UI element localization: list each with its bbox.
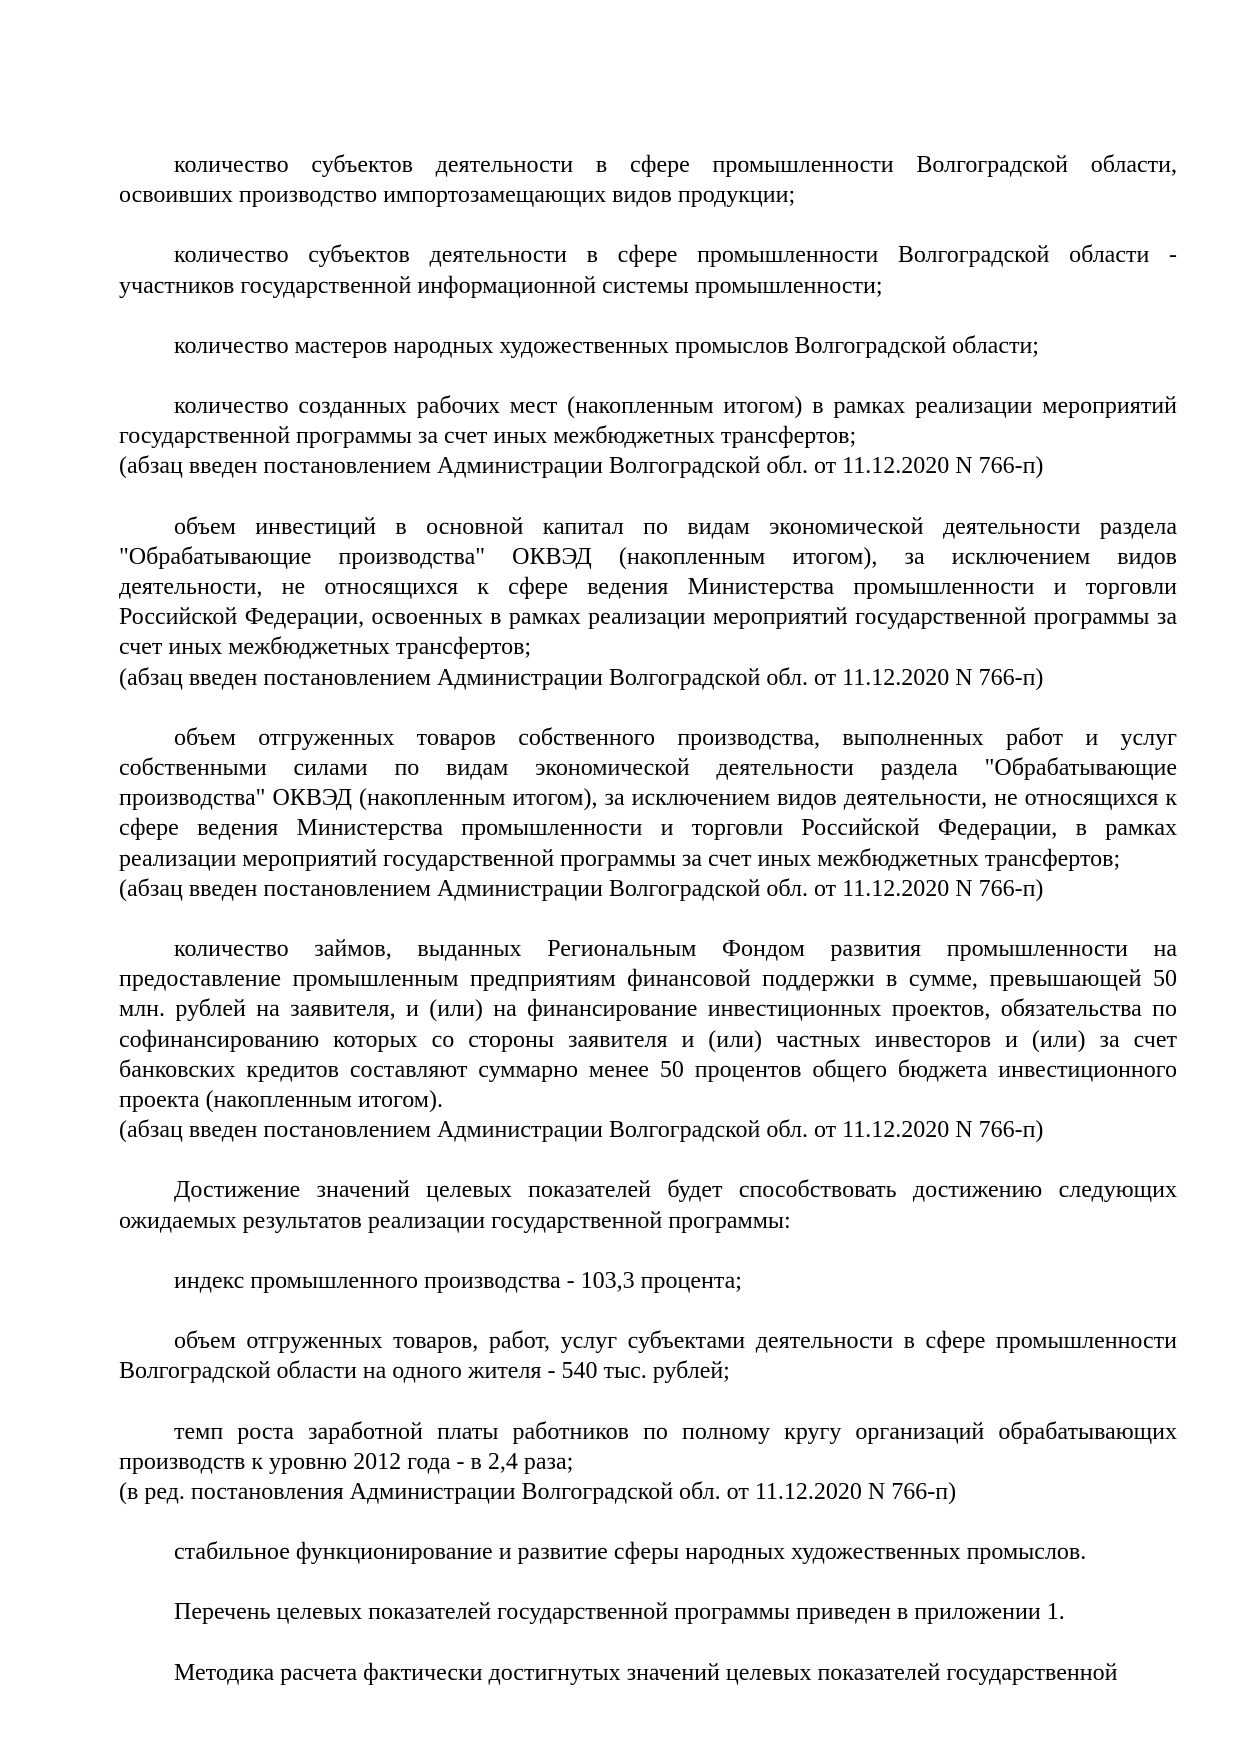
paragraph-text: количество созданных рабочих мест (накопленным итогом) в рамках реализации мероприятий государственной программы за счет иных межбюджетных трансфертов; — [119, 393, 1177, 450]
paragraph-7 — [119, 934, 1177, 1145]
paragraph-11 — [119, 1417, 1177, 1508]
paragraph-text: количество субъектов деятельности в сфере промышленности Волгоградской области - участников государственной информационной системы промышленности; — [119, 242, 1177, 299]
paragraph-text: темп роста заработной платы работников по полному кругу организаций обрабатывающих производств к уровню 2012 года - в 2,4 раза; — [119, 1418, 1177, 1475]
paragraph-4 — [119, 391, 1177, 482]
paragraph-text: Перечень целевых показателей государственной программы приведен в приложении 1. — [174, 1599, 1065, 1626]
paragraph-6 — [119, 723, 1177, 904]
paragraph-2 — [119, 240, 1177, 300]
paragraph-text: количество мастеров народных художественных промыслов Волгоградской области; — [174, 332, 1039, 359]
amendment-note: (абзац введен постановлением Администрации Волгоградской обл. от 11.12.2020 N 766-п) — [119, 875, 1044, 902]
paragraph-14 — [119, 1658, 1177, 1688]
amendment-note: (в ред. постановления Администрации Волгоградской обл. от 11.12.2020 N 766-п) — [119, 1478, 957, 1505]
paragraph-1 — [119, 150, 1177, 210]
amendment-note: (абзац введен постановлением Администрации Волгоградской обл. от 11.12.2020 N 766-п) — [119, 664, 1044, 691]
paragraph-9 — [119, 1266, 1177, 1296]
paragraph-text: Методика расчета фактически достигнутых значений целевых показателей государственной — [174, 1659, 1118, 1686]
paragraph-8 — [119, 1175, 1177, 1235]
paragraph-text: Достижение значений целевых показателей будет способствовать достижению следующих ожидаемых результатов реализации государственной программы: — [119, 1177, 1177, 1234]
paragraph-5 — [119, 512, 1177, 693]
paragraph-text: стабильное функционирование и развитие сферы народных художественных промыслов. — [174, 1539, 1087, 1566]
paragraph-10 — [119, 1326, 1177, 1386]
amendment-note: (абзац введен постановлением Администрации Волгоградской обл. от 11.12.2020 N 766-п) — [119, 453, 1044, 480]
paragraph-text: количество субъектов деятельности в сфере промышленности Волгоградской области, освоивших производство импортозамещающих видов продукции; — [119, 152, 1177, 209]
paragraph-text: объем отгруженных товаров, работ, услуг субъектами деятельности в сфере промышленности Волгоградской области на одного жителя - 540 тыс. рублей; — [119, 1328, 1177, 1385]
paragraph-text: объем инвестиций в основной капитал по видам экономической деятельности раздела "Обрабатывающие производства" ОКВЭД (накопленным итогом), за исключением видов деятельности, не относящихся к сфере ведения Министерства промышленности и торговли Российской Федерации, освоенных в рамках реализации мероприятий государственной программы за счет иных межбюджетных трансфертов; — [119, 513, 1177, 661]
paragraph-13 — [119, 1597, 1177, 1627]
paragraph-text: объем отгруженных товаров собственного производства, выполненных работ и услуг собственными силами по видам экономической деятельности раздела "Обрабатывающие производства" ОКВЭД (накопленным итогом), за исключением видов деятельности, не относящихся к сфере ведения Министерства промышленности и торговли Российской Федерации, в рамках реализации мероприятий государственной программы за счет иных межбюджетных трансфертов; — [119, 724, 1177, 872]
amendment-note: (абзац введен постановлением Администрации Волгоградской обл. от 11.12.2020 N 766-п) — [119, 1117, 1044, 1144]
document-body — [119, 150, 1177, 1688]
paragraph-12 — [119, 1537, 1177, 1567]
paragraph-3 — [119, 331, 1177, 361]
paragraph-text: количество займов, выданных Региональным Фондом развития промышленности на предоставление промышленным предприятиям финансовой поддержки в сумме, превышающей 50 млн. рублей на заявителя, и (или) на финансирование инвестиционных проектов, обязательства по софинансированию которых со стороны заявителя и (или) частных инвесторов и (или) за счет банковских кредитов составляют суммарно менее 50 процентов общего бюджета инвестиционного проекта (накопленным итогом). — [119, 936, 1177, 1114]
paragraph-text: индекс промышленного производства - 103,3 процента; — [174, 1267, 742, 1294]
